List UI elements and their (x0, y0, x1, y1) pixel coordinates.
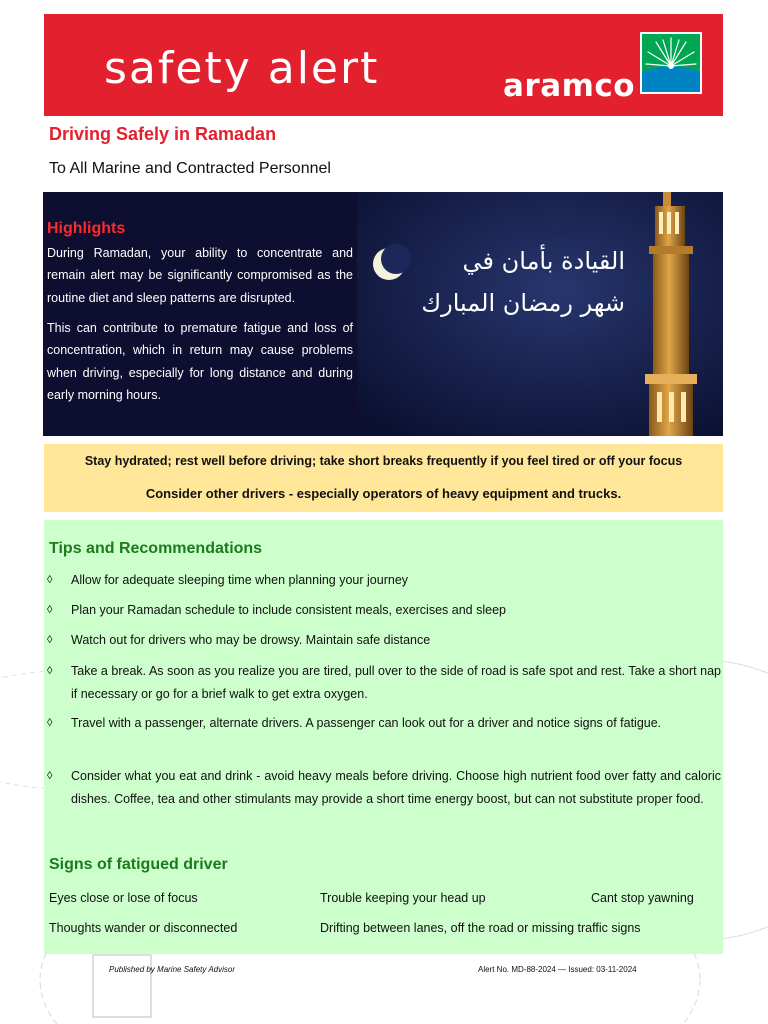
tip-text: Take a break. As soon as you realize you are tired, pull over to the side of road is safe spot and rest. Take a short nap if necessary or go for a brief walk to get extra oxygen. (71, 664, 721, 701)
key-message-primary: Stay hydrated; rest well before driving; take short breaks frequently if you feel tired or off your focus (84, 454, 683, 468)
tips-heading: Tips and Recommendations (49, 540, 263, 557)
arabic-title-line: شهر رمضان المبارك (421, 289, 625, 317)
publisher-note: Published by Marine Safety Advisor (109, 965, 235, 974)
diamond-bullet-icon: ◊ (47, 604, 53, 616)
diamond-bullet-icon: ◊ (47, 665, 53, 677)
ramadan-image (357, 192, 723, 436)
tip-text: Consider what you eat and drink - avoid heavy meals before driving. Choose high nutrient food over fatty and caloric dishes. Coffee, tea and other stimulants may provide a short time energy boost, but can not substitute proper food. (71, 769, 721, 806)
fatigue-sign: Drifting between lanes, off the road or missing traffic signs (320, 921, 641, 935)
fatigue-sign: Trouble keeping your head up (320, 891, 486, 905)
tip-text: Travel with a passenger, alternate drivers. A passenger can look out for a driver and notice signs of fatigue. (71, 716, 662, 730)
diamond-bullet-icon: ◊ (47, 770, 53, 782)
banner-title: safety alert (104, 43, 380, 94)
tip-text: Watch out for drivers who may be drowsy. Maintain safe distance (71, 633, 431, 647)
fatigue-sign: Thoughts wander or disconnected (49, 921, 238, 935)
key-message-secondary: Consider other drivers - especially operators of heavy equipment and trucks. (145, 486, 622, 501)
diamond-bullet-icon: ◊ (47, 574, 53, 586)
tip-text: Allow for adequate sleeping time when planning your journey (71, 573, 409, 587)
tip-text: Plan your Ramadan schedule to include consistent meals, exercises and sleep (71, 603, 506, 617)
diamond-bullet-icon: ◊ (47, 717, 53, 729)
highlights-paragraph: This can contribute to premature fatigue and loss of concentration, which in return may cause problems when driving, especially for long distance and during early morning hours. (47, 321, 353, 402)
fatigue-sign: Cant stop yawning (591, 891, 694, 905)
tips-panel (44, 520, 723, 954)
highlights-heading: Highlights (47, 220, 126, 237)
alert-reference: Alert No. MD-88-2024 — Issued: 03-11-2024 (478, 965, 637, 974)
highlights-panel (43, 192, 357, 436)
fatigue-sign: Eyes close or lose of focus (49, 891, 198, 905)
brand-name: aramco (503, 68, 636, 104)
signs-heading: Signs of fatigued driver (49, 856, 228, 873)
document-audience: To All Marine and Contracted Personnel (49, 160, 331, 177)
document-title: Driving Safely in Ramadan (49, 124, 277, 144)
diamond-bullet-icon: ◊ (47, 634, 53, 646)
key-message-box (44, 444, 723, 512)
arabic-title-line: القيادة بأمان في (462, 247, 625, 275)
aramco-logo-icon (640, 32, 702, 94)
header-banner (44, 14, 723, 116)
highlights-paragraph: During Ramadan, your ability to concentrate and remain alert may be significantly compromised as the routine diet and sleep patterns are disrupted. (47, 246, 353, 305)
